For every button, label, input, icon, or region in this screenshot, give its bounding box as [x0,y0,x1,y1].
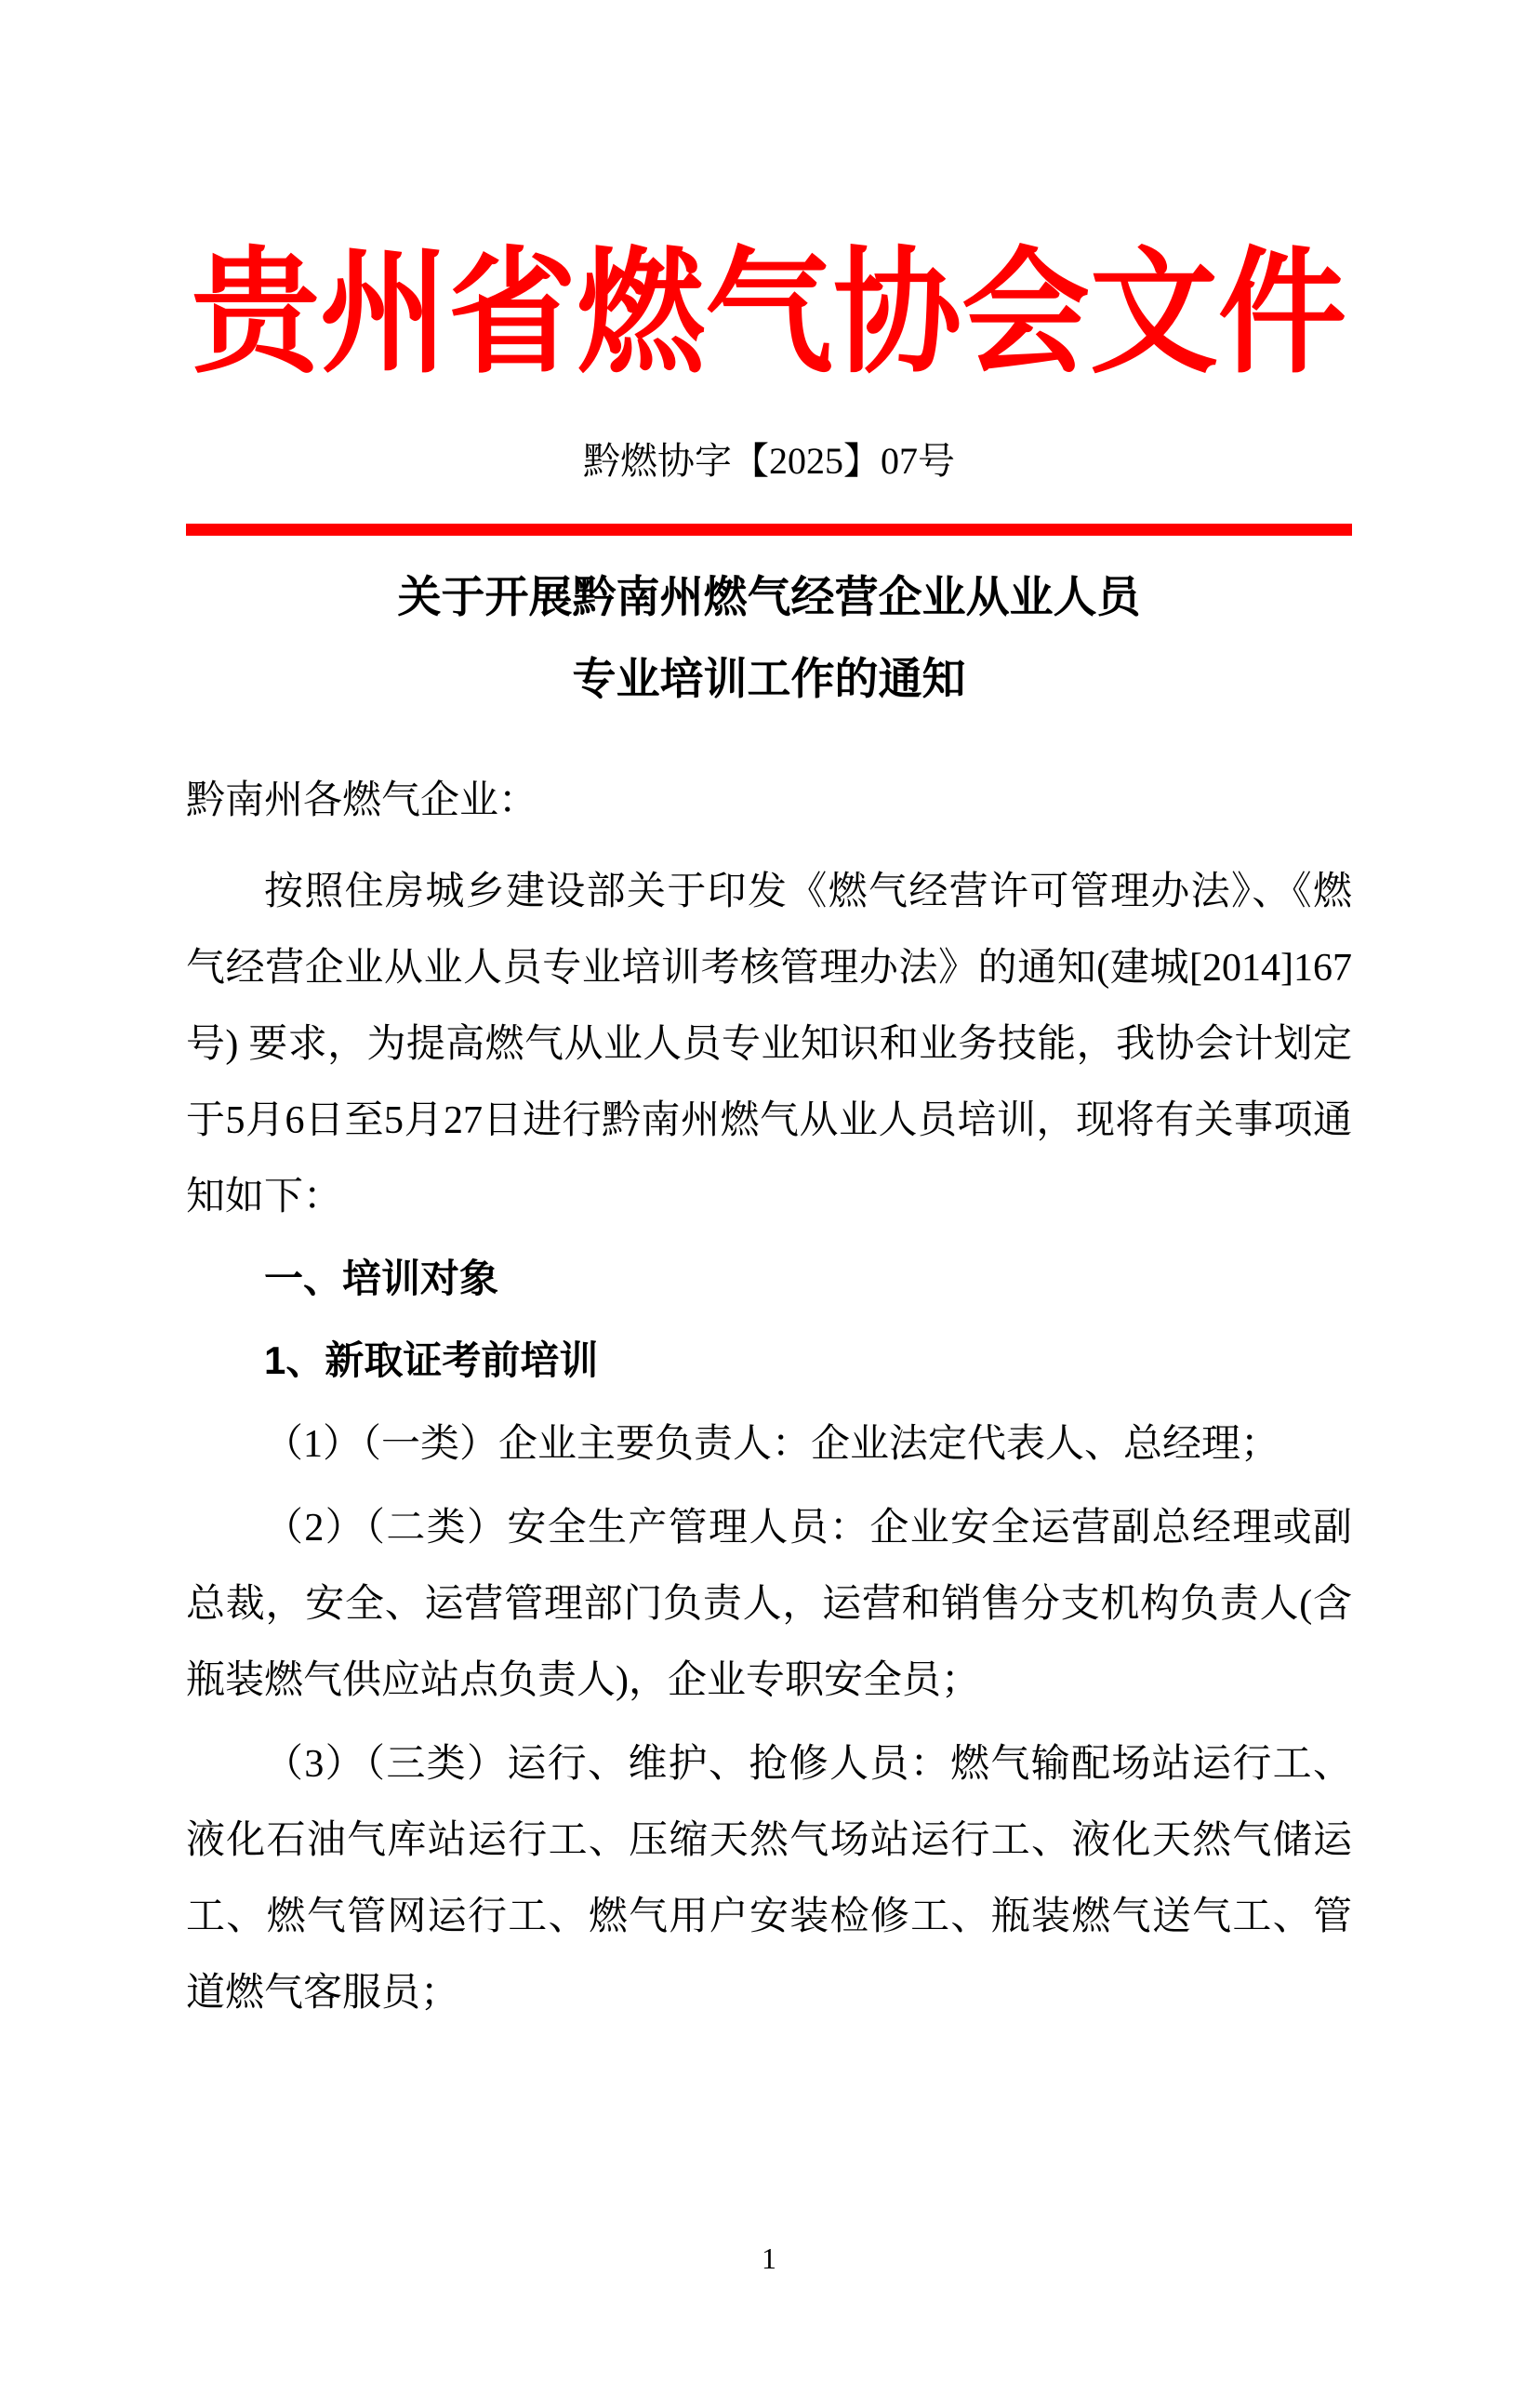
list-item-category-2: （2）（二类）安全生产管理人员：企业安全运营副总经理或副总裁，安全、运营管理部门负责人，运营和销售分支机构负责人(含瓶装燃气供应站点负责人)，企业专职安全员； [186,1507,1352,1702]
letterhead-title: 贵州省燃气协会文件 [191,237,1346,390]
notice-title [186,556,1352,720]
salutation: 黔南州各燃气企业： [186,779,538,822]
document-body [186,763,1352,2031]
section-heading-training-targets: 一、培训对象 [264,1257,499,1300]
document-page [0,233,1538,2408]
page-number: 1 [762,2242,776,2275]
notice-title-line-1: 关于开展黔南州燃气经营企业从业人员 [397,572,1141,621]
red-divider-rule [186,524,1352,536]
notice-title-line-2: 专业培训工作的通知 [572,654,966,703]
subsection-heading-new-certification: 1、新取证考前培训 [264,1338,599,1382]
document-number: 黔燃协字【2025】07号 [583,440,955,482]
list-item-category-1: （1）（一类）企业主要负责人：企业法定代表人、总经理； [264,1423,1280,1466]
intro-paragraph: 按照住房城乡建设部关于印发《燃气经营许可管理办法》、《燃气经营企业从业人员专业培训考核管理办法》的通知(建城[2014]167号) 要求，为提高燃气从业人员专业知识和业务技能，我协会计划定于5月6日至5月27日进行黔南州燃气从业人员培训，现将有关事项通知如下： [186,871,1352,1218]
list-item-category-3: （3）（三类）运行、维护、抢修人员：燃气输配场站运行工、液化石油气库站运行工、压缩天然气场站运行工、液化天然气储运工、燃气管网运行工、燃气用户安装检修工、瓶装燃气送气工、管道燃气客服员； [186,1743,1352,2015]
